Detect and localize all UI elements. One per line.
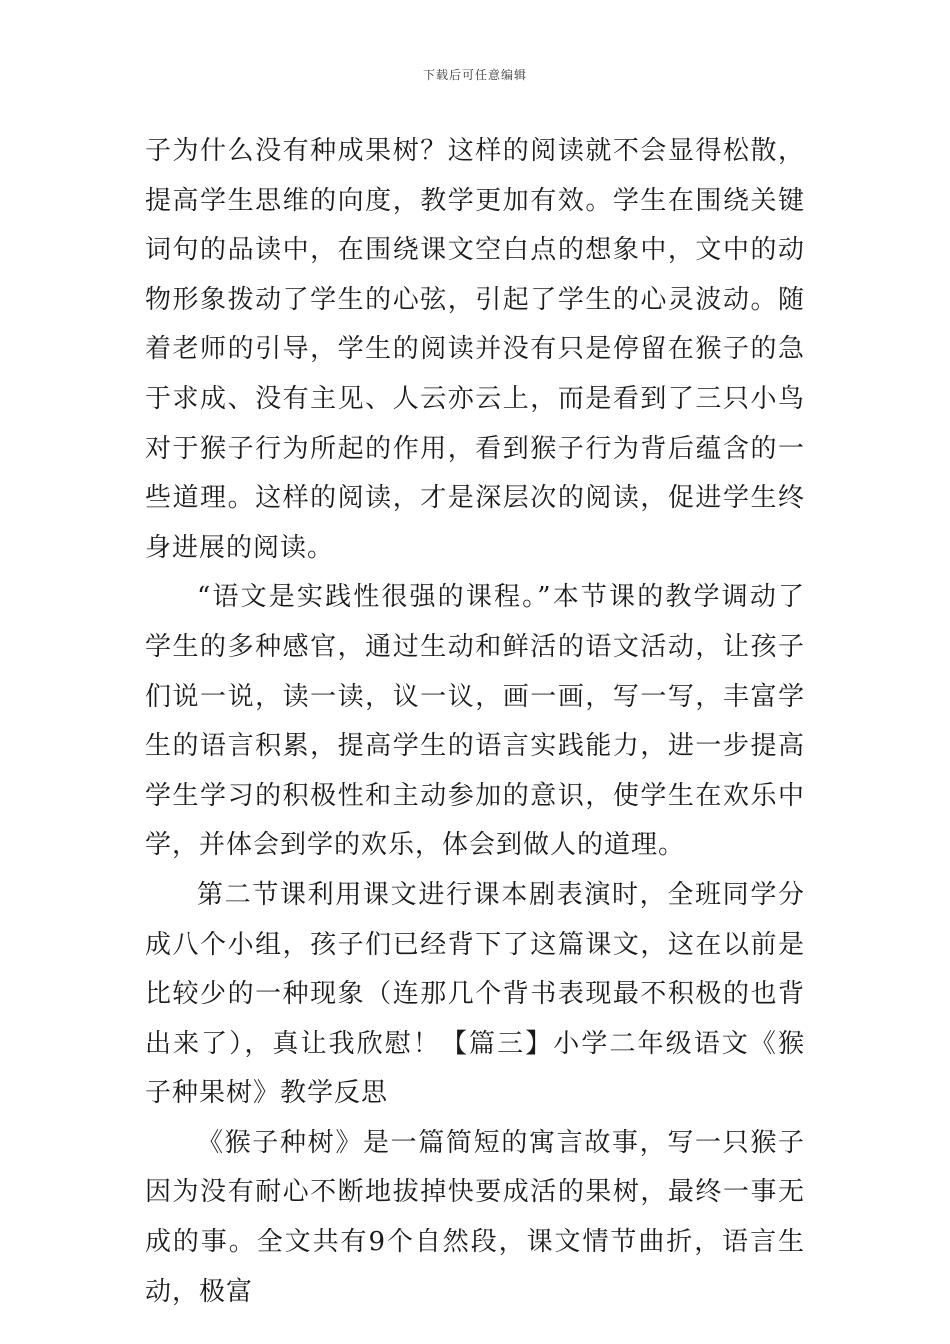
paragraph-continued: 子为什么没有种成果树？这样的阅读就不会显得松散，提高学生思维的向度，教学更加有效。学生在围绕关键词句的品读中，在围绕课文空白点的想象中，文中的动物形象拨动了学生的心弦，引起了学生的心灵波动。随着老师的引导，学生的阅读并没有只是停留在猴子的急于求成、没有主见、人云亦云上，而是看到了三只小鸟对于猴子行为所起的作用，看到猴子行为背后蕴含的一些道理。这样的阅读，才是深层次的阅读，促进学生终身进展的阅读。 bbox=[145, 136, 805, 563]
paragraph-second-lesson: 第二节课利用课文进行课本剧表演时，全班同学分成八个小组，孩子们已经背下了这篇课文，这在以前是比较少的一种现象（连那几个背书表现最不积极的也背出来了），真让我欣慰！【篇三】小学二年级语文《猴子种果树》教学反思 bbox=[145, 879, 805, 1109]
paragraph-monkey-story: 《猴子种树》是一篇简短的寓言故事，写一只猴子因为没有耐心不断地拔掉快要成活的果树，最终一事无成的事。全文共有9个自然段，课文情节曲折，语言生动，极富 bbox=[145, 1127, 805, 1307]
document-body bbox=[145, 127, 805, 1317]
paragraph-language-practice: “语文是实践性很强的课程。”本节课的教学调动了学生的多种感官，通过生动和鲜活的语文活动，让孩子们说一说，读一读，议一议，画一画，写一写，丰富学生的语言积累，提高学生的语言实践能力，进一步提高学生学习的积极性和主动参加的意识，使学生在欢乐中学，并体会到学的欢乐，体会到做人的道理。 bbox=[145, 582, 805, 861]
page-header-note: 下载后可任意编辑 bbox=[422, 68, 527, 82]
